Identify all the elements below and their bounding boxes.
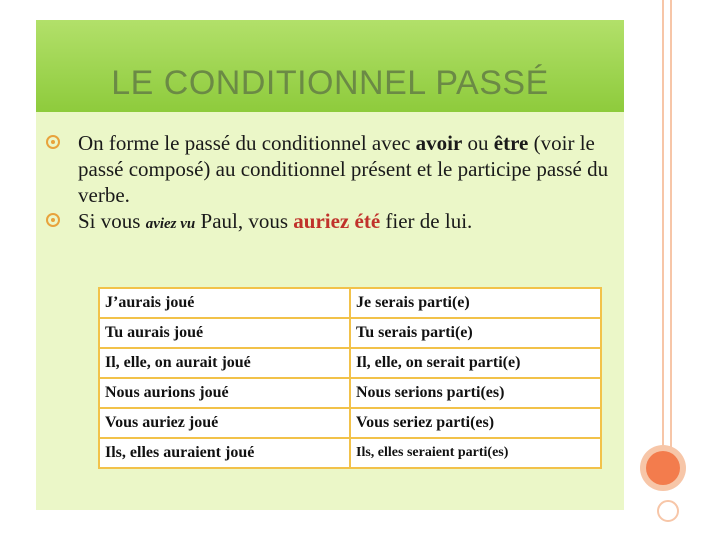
table-row <box>99 348 601 378</box>
example-aviez-vu: aviez vu <box>145 216 196 232</box>
bullet-text: ou <box>462 131 494 155</box>
table-cell: Ils, elles seraient parti(es) <box>350 438 601 468</box>
slide-title: LE CONDITIONNEL PASSÉ <box>111 64 549 102</box>
decorative-vertical-line <box>662 0 664 460</box>
table-cell: Tu aurais joué <box>99 318 350 348</box>
bullet-item <box>46 208 616 237</box>
bullet-text: Si vous <box>78 209 146 233</box>
table-row <box>99 438 601 468</box>
bullet-text: fier de lui. <box>380 209 473 233</box>
decorative-circle <box>657 500 679 522</box>
decorative-circle <box>646 451 680 485</box>
circle-bullet-icon <box>46 213 60 227</box>
table-row <box>99 318 601 348</box>
table-cell: Tu serais parti(e) <box>350 318 601 348</box>
bullet-keyword-etre: être <box>493 131 529 155</box>
bullet-item <box>46 130 616 208</box>
table-cell: Nous serions parti(es) <box>350 378 601 408</box>
example-auriez-ete: auriez été <box>293 209 381 233</box>
bullet-keyword-avoir: avoir <box>415 131 463 155</box>
circle-bullet-icon <box>46 135 60 149</box>
table-cell: Je serais parti(e) <box>350 288 601 318</box>
conjugation-table <box>98 287 602 469</box>
table-cell: Il, elle, on aurait joué <box>99 348 350 378</box>
table-cell: Vous seriez parti(es) <box>350 408 601 438</box>
table-row <box>99 378 601 408</box>
table-cell: J’aurais joué <box>99 288 350 318</box>
table-row <box>99 288 601 318</box>
title-band <box>36 20 624 112</box>
decorative-vertical-line <box>670 0 672 460</box>
table-cell: Il, elle, on serait parti(e) <box>350 348 601 378</box>
table-cell: Vous auriez joué <box>99 408 350 438</box>
table-cell: Nous aurions joué <box>99 378 350 408</box>
table-cell: Ils, elles auraient joué <box>99 438 350 468</box>
bullet-list <box>46 130 616 237</box>
bullet-text: (voir le passé composé) au conditionnel présent et le participe passé du verbe. <box>78 131 609 207</box>
slide-panel <box>36 20 624 510</box>
table-row <box>99 408 601 438</box>
bullet-text: Paul, vous <box>195 209 294 233</box>
bullet-text: On forme le passé du conditionnel avec <box>78 131 416 155</box>
